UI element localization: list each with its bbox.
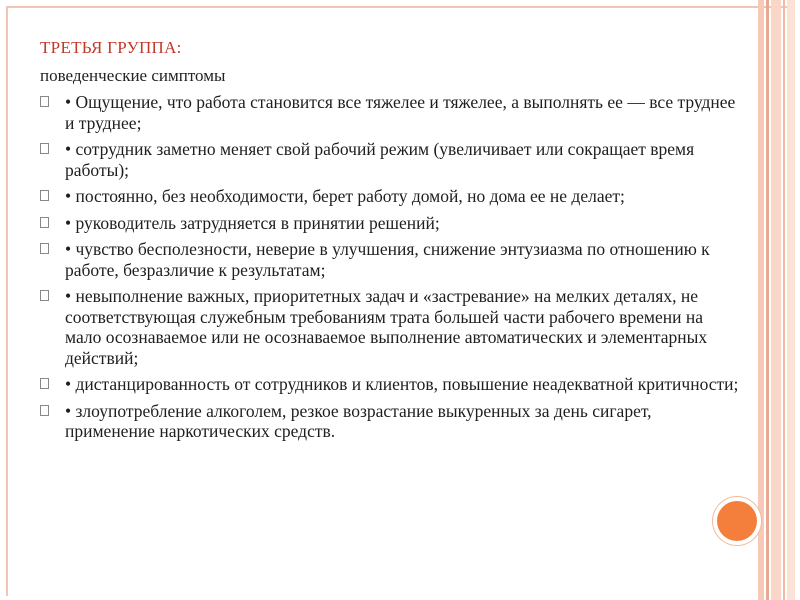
bullet-marker-icon <box>40 96 49 107</box>
bullet-marker-icon <box>40 217 49 228</box>
list-item-text: • сотрудник заметно меняет свой рабочий режим (увеличивает или сокращает время работы); <box>65 139 695 180</box>
slide-content <box>40 38 740 448</box>
list-item <box>40 239 740 280</box>
decorative-stripe <box>758 0 764 600</box>
bullet-marker-icon <box>40 143 49 154</box>
list-item-text: • руководитель затрудняется в принятии решений; <box>65 212 440 233</box>
list-item <box>40 213 740 234</box>
bullet-marker-icon <box>40 378 49 389</box>
bullet-list <box>40 92 740 442</box>
decorative-stripe <box>766 0 769 600</box>
list-item-text: • невыполнение важных, приоритетных задач и «застревание» на мелких деталях, не соответствующая служебным требованиям трата большей части рабочего времени на мало осознаваемое или не осознаваемое выполнение автоматических и элементарных действий; <box>65 286 708 368</box>
decorative-circle <box>713 497 761 545</box>
bullet-marker-icon <box>40 290 49 301</box>
list-item-text: • злоупотребление алкоголем, резкое возрастание выкуренных за день сигарет, применение наркотических средств. <box>65 400 652 441</box>
list-item-text: • Ощущение, что работа становится все тяжелее и тяжелее, а выполнять ее — все труднее и труднее; <box>65 92 736 133</box>
decorative-stripe <box>771 0 781 600</box>
slide-title: ТРЕТЬЯ ГРУППА: <box>40 38 182 57</box>
bullet-marker-icon <box>40 405 49 416</box>
list-item <box>40 286 740 368</box>
list-item <box>40 374 740 395</box>
list-item-text: • постоянно, без необходимости, берет работу домой, но дома ее не делает; <box>65 186 625 206</box>
decorative-stripe <box>787 0 795 600</box>
slide-subtitle: поведенческие симптомы <box>40 66 226 85</box>
list-item <box>40 401 740 442</box>
bullet-marker-icon <box>40 243 49 254</box>
bullet-marker-icon <box>40 190 49 201</box>
list-item <box>40 139 740 180</box>
list-item-text: • чувство бесполезности, неверие в улучшения, снижение энтузиазма по отношению к работе, безразличие к результатам; <box>65 239 710 280</box>
list-item-text: • дистанцированность от сотрудников и клиентов, повышение неадекватной критичности; <box>65 374 739 394</box>
list-item <box>40 186 740 207</box>
decorative-stripe <box>783 0 785 600</box>
list-item <box>40 92 740 133</box>
